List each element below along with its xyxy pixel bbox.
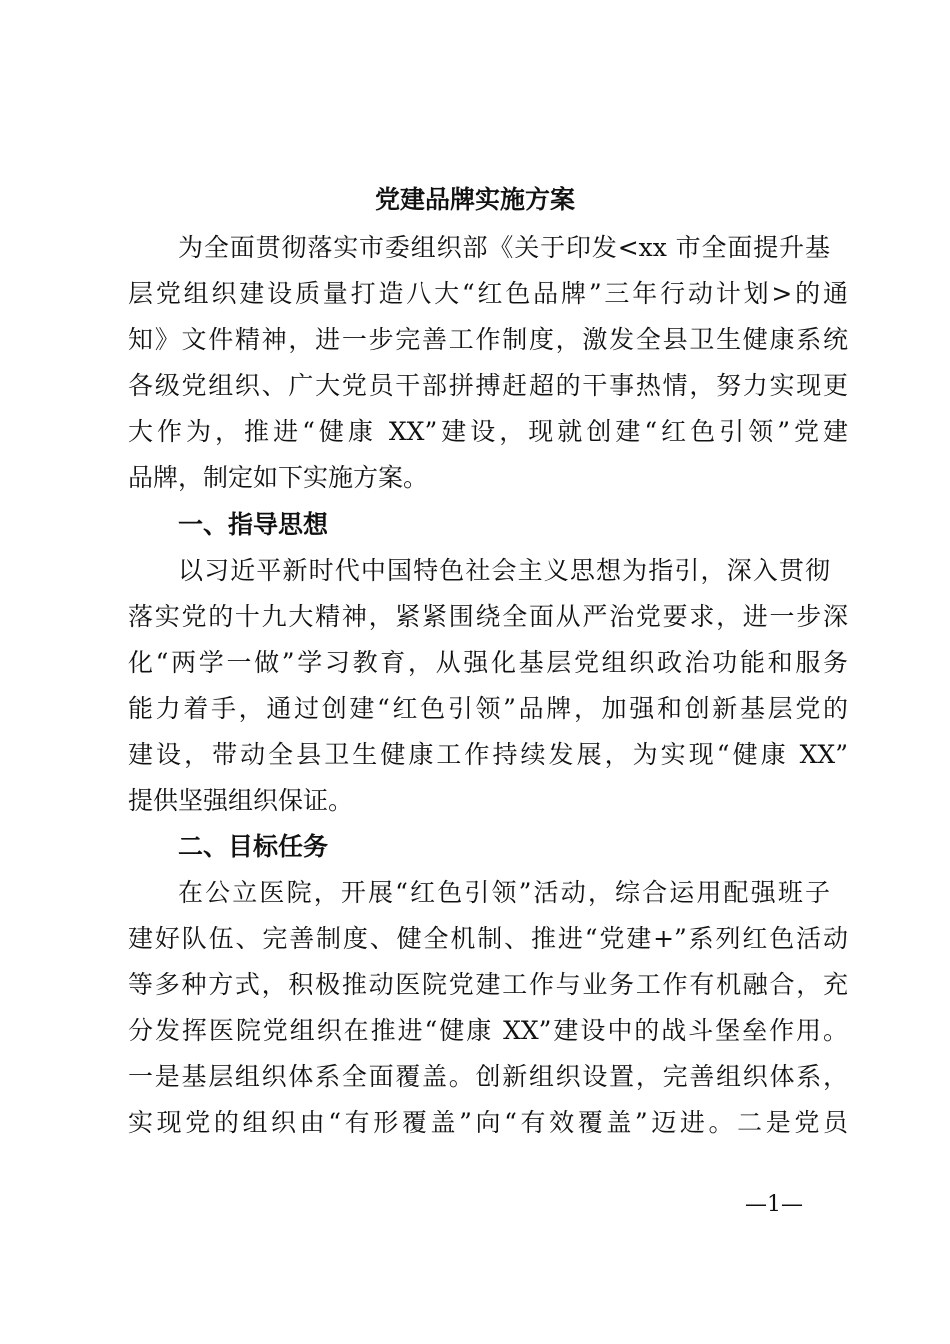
intro-line: 知》文件精神，进一步完善工作制度，激发全县卫生健康系统 (128, 325, 848, 354)
section1-line: 提供坚强组织保证。 (128, 786, 354, 815)
section1-line: 落实党的十九大精神，紧紧围绕全面从严治党要求，进一步深 (128, 602, 848, 631)
document-title: 党建品牌实施方案 (374, 185, 575, 214)
intro-line: 层党组织建设质量打造八大“红色品牌”三年行动计划>的通 (128, 279, 848, 308)
section1-line: 以习近平新时代中国特色社会主义思想为指引，深入贯彻 (178, 556, 830, 585)
section1-line: 化“两学一做”学习教育，从强化基层党组织政治功能和服务 (128, 648, 848, 677)
section1-line: 建设，带动全县卫生健康工作持续发展，为实现“健康 XX” (128, 740, 848, 769)
section2-line: 分发挥医院党组织在推进“健康 XX”建设中的战斗堡垒作用。 (128, 1016, 848, 1045)
intro-line: 大作为，推进“健康 XX”建设，现就创建“红色引领”党建 (128, 417, 848, 446)
section1-line: 能力着手，通过创建“红色引领”品牌，加强和创新基层党的 (128, 694, 848, 723)
intro-line: 品牌，制定如下实施方案。 (128, 463, 429, 492)
section2-line: 建好队伍、完善制度、健全机制、推进“党建+”系列红色活动 (128, 924, 848, 953)
section2-line: 一是基层组织体系全面覆盖。创新组织设置，完善组织体系， (128, 1062, 848, 1091)
intro-line: 各级党组织、广大党员干部拼搏赶超的干事热情，努力实现更 (128, 371, 848, 400)
section-heading-goals-tasks: 二、目标任务 (178, 832, 329, 861)
page-number: —1— (745, 1192, 803, 1217)
section-heading-guiding-ideology: 一、指导思想 (178, 510, 329, 539)
section2-line: 实现党的组织由“有形覆盖”向“有效覆盖”迈进。二是党员 (128, 1108, 848, 1137)
intro-line: 为全面贯彻落实市委组织部《关于印发<xx 市全面提升基 (178, 233, 830, 262)
section2-line: 在公立医院，开展“红色引领”活动，综合运用配强班子 (178, 878, 830, 907)
section2-line: 等多种方式，积极推动医院党建工作与业务工作有机融合，充 (128, 970, 848, 999)
